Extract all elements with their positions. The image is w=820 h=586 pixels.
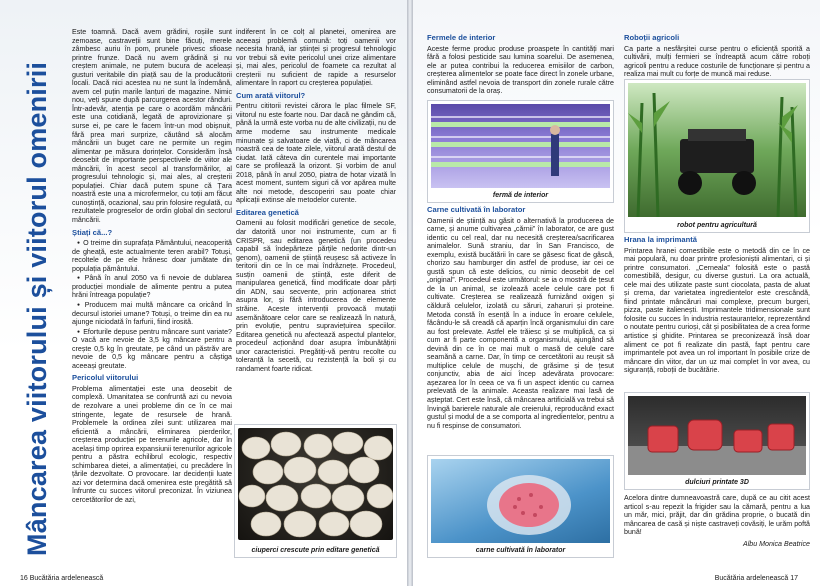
meat-caption: carne cultivată în laborator: [475, 547, 566, 554]
print-caption: dulciuri printate 3D: [685, 479, 749, 486]
left-column-1: [72, 28, 232, 548]
hrana-section: [624, 236, 810, 391]
cum-paragraph: Pentru cititorii revistei cărora le plac filmele SF, viitorul nu este foarte nou. Dar dacă ne gândim că, până la urmă este vorba nu de alte civilizații, nu de arme moderne sau instrumente medicale minunate și salvatoare de viață, ci de mâncarea noastră cea de toate zilele, viitorul arată destul de ciudat. Iată câteva din curentele mai importante care se profilează la orizont. Și vorbim de anul 2018, până în anul 2050, piatra de hotar vizată în acest moment, suntem siguri că vor apărea multe alte noi metode, descoperiri sau poate chiar aplicații extinse ale metodelor curente.: [236, 102, 396, 205]
ferme-paragraph: Aceste ferme produc produse proaspete în cantități mari fără a folosi pesticide sau lumina soarelui. De asemenea, ele ar putea contribui la reducerea emisiilor de carbon, creșterea alimentelor se poate face direct în zonele urbane, eliminând astfel nevoia de transport din zonele rurale către consumatorii de la oraș.: [427, 44, 614, 96]
indoor-farm-photo: [431, 104, 610, 188]
stiati-list: [72, 239, 232, 370]
mushroom-photo: [238, 428, 393, 540]
pericol-paragraph: Problema alimentației este una deosebit de complexă. Umanitatea se confruntă azi cu nevoia de rezolvare a unei probleme din ce în ce mai stringente, legate de resursele de hrană. Problemele la ordinea zilei sunt: utilizarea mai eficientă a mâncării, eliminarea pierderilor, creșterea producției pe terenurile agricole, dar în același timp oprirea expansiunii terenurilor agricole pentru a păstra echilibrul ecologic, respectiv schimbarea dietei, a alimentației, cu precădere în țările dezvoltate. O provocare. Iar decidenții luate azi vor determina dacă omenirea este pregătită să înfrunte cu succes viitorul preconizat. În viziunea cercetătorilor de azi,: [72, 384, 232, 504]
closing-section: [624, 494, 810, 564]
carne-section: [427, 206, 614, 453]
stiati-heading: Știați că...?: [72, 227, 113, 237]
editare-heading: Editarea genetică: [236, 207, 299, 217]
right-page-footer: Bucătăria ardelenească 17: [714, 575, 798, 582]
carne-paragraph: Oamenii de știință au găsit o alternativă la producerea de carne, și anume cultivarea „cărnii” în laborator, ce are gust identic cu cel real, dar nu necesită creșterea/sacrificarea animalelor. Sună straniu, dar în San Francisco, de exemplu, există bucătării în care se găsesc ficat de gâscă, chorizo sau hamburger din astfel de produse, iar cei ce gustă spun că este delicios, cu nimic deosebit de cel „original”. Procedeul este următorul: se ia o mostră de țesut de la un animal, se izolează acele celule care pot fi cultivate. Creșterea se realizează furnizând oxigen și căldură celulelor, izolată cu săruri, zaharuri și proteine. Metoda constă în esență în a induce în eroare celulele, făcându-le să creadă că aparțin încă organismului din care au fost prelevate. Astfel ele trăiesc și se multiplică, ca și cum ar fi parte componentă a organismului, ajungând să devină din ce în ce mai mult o masă de celule care seamănă a carne. Dar, în timp ce cercetătorii au reușit să multiplice celule de mușchi, de grăsime și de țesut conjunctiv, abia de aici încep adevărata provocare: așezarea lor în ceea ce va fi un aspect identic cu carnea prelevată de la animale. Aceasta realizare mai lasă de așteptat. Cert este însă, că mâncarea artificială va trebui să învingă barierele naturale ale creierului, reproducând exact gustul și modul de a se comporta al ingredientelor, pentru a nu fi respinse de consumatori.: [427, 216, 614, 430]
lab-meat-photo: [431, 459, 610, 543]
list-item: ● O treime din suprafața Pământului, neacoperită de gheață, este actualmente teren arabil? Totuși, recoltele de pe ele hrănesc doar jumătate din populația pământului.: [72, 239, 232, 273]
hrana-heading: Hrana la imprimantă: [624, 236, 698, 244]
col2-intro-paragraph: indiferent în ce colț al planetei, omenirea are aceeași problemă comună: toți oamenii vor necesita hrană, iar științei și progresul tehnologic vor trebui să evite pericolul unei crize alimentare și, mai ales, pericolul de foamete ca rezultat al creșterii nu suficient de rapide a resurselor alimentare în raport cu creșterea populației.: [236, 28, 396, 88]
vertical-title: [12, 26, 62, 556]
farm-robot-figure: [624, 79, 810, 233]
author-name: Albu Monica Beatrice: [742, 539, 810, 548]
mushroom-caption: ciuperci crescute prin editare genetică: [251, 547, 380, 554]
right-page: [413, 0, 820, 586]
editare-paragraph: Oamenii au folosit modificări genetice de secole, dar datorită unor noi instrumente, cum ar fi CRISPR, sau editarea genetică (un procedeu capabil să îndepărteze părțile nedorite dintr-un genom), oamenii de știință reușesc să activeze în teritorii din ce în ce mai îndrăznețe. Procedeul, susțin oamenii de știință, este diferit de manipularea genetică, fiind modificate doar părți din ADN, sau secvente, prin acționarea strict asupra lor, și fără introducerea de elemente străine. Aceste intervenții provoacă mutații asemănătoare celor care se realizează în natură, prin evoluție, pentru supraviețuirea speciilor. Editarea genetică nu afectează aspectul plantelor, procedeul acționând doar asupra îmbunătățirii unor caracteristici. Pregătiți-vă pentru recolte cu toleranță la secetă, cu rezistență la boli și cu randament foarte ridicat.: [236, 219, 396, 373]
roboti-section: [624, 34, 810, 79]
lab-meat-figure: [427, 455, 614, 558]
ferme-heading: Fermele de interior: [427, 34, 496, 42]
closing-paragraph: Acelora dintre dumneavoastră care, după ce au citit acest articol s-au repezit la frigider sau la cămară, pentru a lua un măr, mici, prăjit, dar din grădina proprie, o bucată din mâncarea de casă și niște castraveți covăsiți, le urăm poftă bună!: [624, 494, 810, 537]
hrana-paragraph: Printarea hranei comestibile este o metodă din ce în ce mai populară, nu doar printre profesioniștii alimentari, ci și printre consumatori. „Cerneala” folosită este o pastă comestibilă, desigur, cu diverse gusturi. La ora actuală, cele mai des utilizate paste sunt ciocolata, pasta de aluat și crema, dar varietatea ingredientelor este crescândă, fiind printate mâncăruri mai complexe, precum burgeri, pizza, paste italienești. Imprimantele tridimensionale sunt folosite cu succes în industria restaurantelor, reprezentând o noutate pentru curioși, cât și posibilitatea de a crea forme artistice și ghidite. Printarea se preconizează însă doar aliment ce pot fi realizate din pastă, fapt pentru care imprimantele pot avea un rol important în posibile crize de mâncare din viitor, dar un uz mai complet în vor avea, cu siguranță, roboții de bucătărie.: [624, 246, 810, 375]
list-item: ● Producem mai multă mâncare ca oricând în decursul istoriei umane? Totuși, o treime din ea nu ajunge niciodată în farfurii, fiind irosită.: [72, 301, 232, 327]
cum-heading: Cum arată viitorul?: [236, 90, 306, 100]
list-item: ● Eforturile depuse pentru mâncare sunt variate? O vacă are nevoie de 3,5 kg mâncare pentru a crește 0,5 kg în greutate, pe când un păstrăv are nevoie de 0,5 kg mâncare pentru a câștiga aceeași greutate.: [72, 328, 232, 371]
3d-print-figure: [624, 392, 810, 490]
ferme-section: [427, 34, 614, 100]
intro-paragraph: Este toamnă. Dacă avem grădini, roșiile sunt zemoase, castraveții sunt bine făcuți, merele zâmbesc auriu în pom, prunele privesc sfioase printre frunze. Dacă nu avem grădină și nu creștem animale, ne putem bucura de aceleași gusturi veritabile din piață sau de la producătorii locali. Dacă nici acestea nu ne sunt la îndemână, avem cel puțin marile lanțuri de magazine. Nimic nou, veți spune după parcurgerea acestor rânduri. Într-adevăr, atenția pe care o acordăm mâncării este una cotidiană, legată de aprovizionare și surse ei, pe care le facem într-un mod obișnuit, fără prea mari surprize, căutând să alocăm mâncării un buget care ne permite un regim alimentar pe măsura dorințelor. Considerăm însă deosebit de importante perspectivele de viitor ale mâncării, în acest secol al transformărilor, al progresului tehnologic și, mai ales, al creșterii populației. Chiar dacă putem spune că Țara noastră este una a microfermelor, cu toții am făcut cunoștință, ocazional, sau prin folosire regulată, cu rezultatele progreselor de ordin global din sectorul mâncării.: [72, 28, 232, 225]
roboti-paragraph: Ca parte a nesfârșitei curse pentru o eficiență sporită a cultivării, mulți fermieri se îndreaptă acum către roboți agricoli pentru a reduce costurile de funcționare și pentru a realiza mai mult cu forțe de muncă mai reduse.: [624, 44, 810, 79]
left-column-2: [236, 28, 396, 424]
carne-heading: Carne cultivată în laborator: [427, 206, 526, 214]
farm-robot-photo: [628, 83, 806, 217]
pericol-heading: Pericolul viitorului: [72, 373, 139, 383]
mushroom-figure: [234, 424, 397, 558]
3d-print-photo: [628, 396, 806, 475]
robot-caption: robot pentru agricultură: [677, 222, 757, 229]
list-item: ● Până în anul 2050 va fi nevoie de dublarea producției mondiale de alimente pentru a putea hrăni întreaga populație?: [72, 274, 232, 300]
roboti-heading: Roboții agricoli: [624, 34, 680, 42]
vertical-title-text: Mâncarea viitorului și viitorul omenirii: [22, 61, 52, 556]
farm-caption: fermă de interior: [492, 192, 549, 199]
indoor-farm-figure: [427, 100, 614, 203]
left-page: [0, 0, 407, 586]
left-page-footer: 16 Bucătăria ardelenească: [20, 575, 104, 582]
